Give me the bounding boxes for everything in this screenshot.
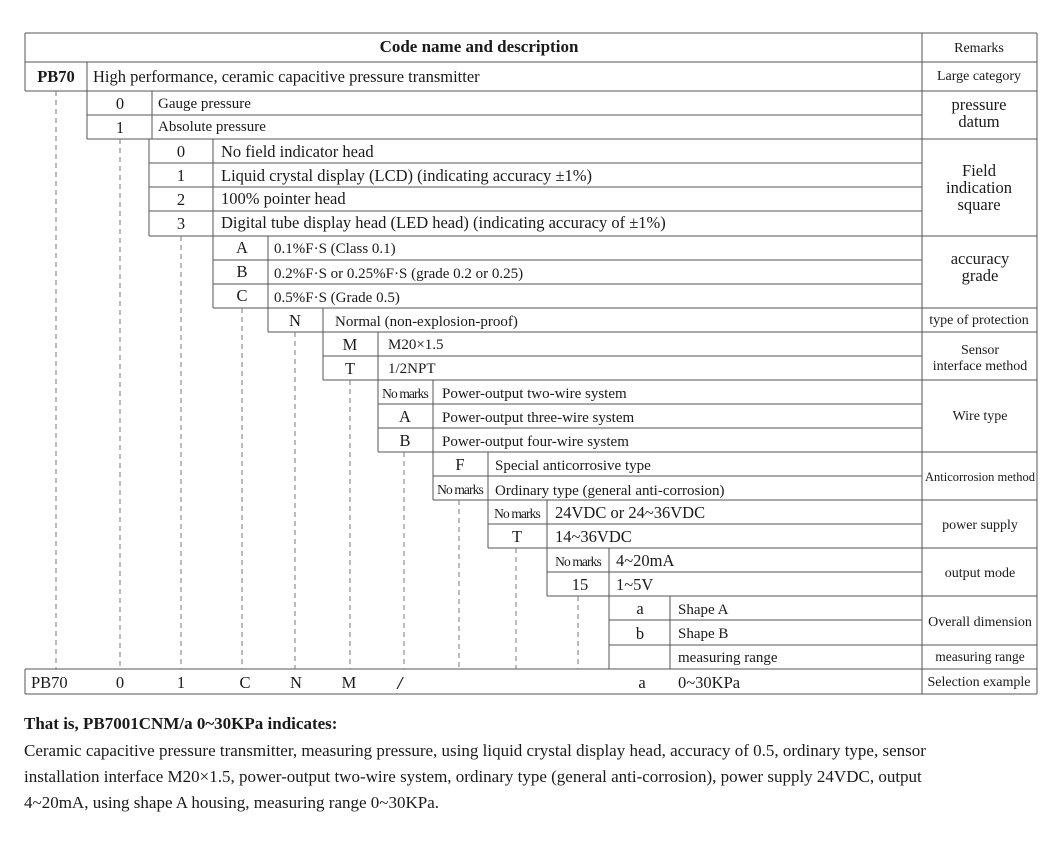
output-remark: output mode (944, 566, 1016, 581)
indicator-remark: Field (962, 161, 996, 180)
indicator-remark: indication (946, 178, 1012, 197)
example-code: a (638, 673, 646, 692)
example-code: N (290, 673, 302, 692)
datum-description: Absolute pressure (158, 119, 266, 135)
table-header-title: Code name and description (379, 37, 579, 56)
accuracy-description: 0.5%F·S (Grade 0.5) (274, 290, 400, 306)
anticorrosion-description: Ordinary type (general anti-corrosion) (495, 483, 725, 499)
indicator-description: Digital tube display head (LED head) (indicating accuracy of ±1%) (221, 213, 666, 232)
accuracy-description: 0.2%F·S or 0.25%F·S (grade 0.2 or 0.25) (274, 266, 524, 282)
explanation-line: 4~20mA, using shape A housing, measuring range 0~30KPa. (24, 793, 440, 812)
example-code: M (341, 673, 357, 692)
indicator-description: Liquid crystal display (LCD) (indicating accuracy ±1%) (221, 166, 593, 185)
protection-remark: type of protection (929, 313, 1029, 328)
interface-code: M (342, 335, 358, 354)
model-description: High performance, ceramic capacitive pressure transmitter (93, 67, 480, 86)
explanation-line: installation interface M20×1.5, power-output two-wire system, ordinary type (general anti-corrosion), power supply 24VDC, output (24, 767, 922, 786)
dimension-code: a (636, 599, 644, 618)
dimension-description: Shape A (678, 602, 729, 618)
power-description: 24VDC or 24~36VDC (555, 503, 706, 522)
anticorrosion-remark: Anticorrosion method (924, 470, 1036, 484)
interface-remark: interface method (932, 359, 1028, 374)
wire-code: B (399, 431, 411, 450)
explanation-title: That is, PB7001CNM/a 0~30KPa indicates: (24, 714, 338, 733)
example-code: / (397, 673, 403, 693)
accuracy-description: 0.1%F·S (Class 0.1) (274, 241, 396, 257)
interface-code: T (344, 359, 356, 378)
wire-code: No marks (382, 386, 428, 401)
indicator-code: 3 (176, 214, 186, 233)
indicator-description: No field indicator head (221, 142, 374, 161)
interface-remark: Sensor (960, 343, 1000, 358)
model-remark: Large category (936, 69, 1022, 84)
dimension-code: b (635, 624, 645, 643)
wire-description: Power-output four-wire system (442, 434, 629, 450)
output-code: No marks (555, 554, 601, 569)
indicator-description: 100% pointer head (221, 189, 346, 208)
range-remark: measuring range (935, 649, 1025, 664)
wire-description: Power-output two-wire system (442, 386, 627, 402)
model-code: PB70 (37, 67, 75, 86)
protection-description: Normal (non-explosion-proof) (335, 314, 518, 330)
explanation-line: Ceramic capacitive pressure transmitter, measuring pressure, using liquid crystal display head, accuracy of 0.5, ordinary type, sensor (24, 741, 926, 760)
datum-remark: datum (958, 112, 1000, 131)
selection-example-row (31, 673, 1031, 693)
wire-remark: Wire type (952, 409, 1008, 424)
example-remark: Selection example (927, 675, 1031, 690)
indicator-code: 1 (176, 166, 186, 185)
power-remark: power supply (942, 518, 1018, 533)
example-code: PB70 (31, 673, 68, 692)
dimension-description: Shape B (678, 626, 729, 642)
example-code: C (239, 673, 251, 692)
power-code: T (511, 527, 523, 546)
indicator-remark: square (957, 195, 1001, 214)
output-description: 4~20mA (616, 551, 675, 570)
accuracy-code: A (236, 238, 248, 257)
example-code: 0 (115, 673, 125, 692)
range-description: measuring range (678, 650, 778, 666)
wire-description: Power-output three-wire system (442, 410, 635, 426)
example-code: 1 (176, 673, 186, 692)
example-range: 0~30KPa (678, 673, 741, 692)
indicator-code: 0 (176, 142, 186, 161)
anticorrosion-code: No marks (437, 482, 483, 497)
datum-code: 0 (115, 94, 125, 113)
example-explanation (24, 710, 1044, 816)
datum-remark: pressure (951, 95, 1007, 114)
power-description: 14~36VDC (555, 527, 632, 546)
datum-description: Gauge pressure (158, 96, 251, 112)
output-description: 1~5V (616, 575, 654, 594)
datum-code: 1 (115, 118, 125, 137)
accuracy-code: B (236, 262, 248, 281)
accuracy-code: C (236, 286, 248, 305)
accuracy-remark: accuracy (950, 249, 1010, 268)
protection-code: N (289, 311, 301, 330)
indicator-code: 2 (176, 190, 186, 209)
anticorrosion-code: F (455, 455, 465, 474)
anticorrosion-description: Special anticorrosive type (495, 458, 651, 474)
interface-description: M20×1.5 (388, 337, 444, 353)
accuracy-remark: grade (961, 266, 999, 285)
output-code: 15 (571, 575, 589, 594)
interface-description: 1/2NPT (388, 361, 436, 377)
wire-code: A (399, 407, 411, 426)
dimension-remark: Overall dimension (928, 615, 1032, 630)
table-header-remarks: Remarks (954, 41, 1004, 56)
power-code: No marks (494, 506, 540, 521)
